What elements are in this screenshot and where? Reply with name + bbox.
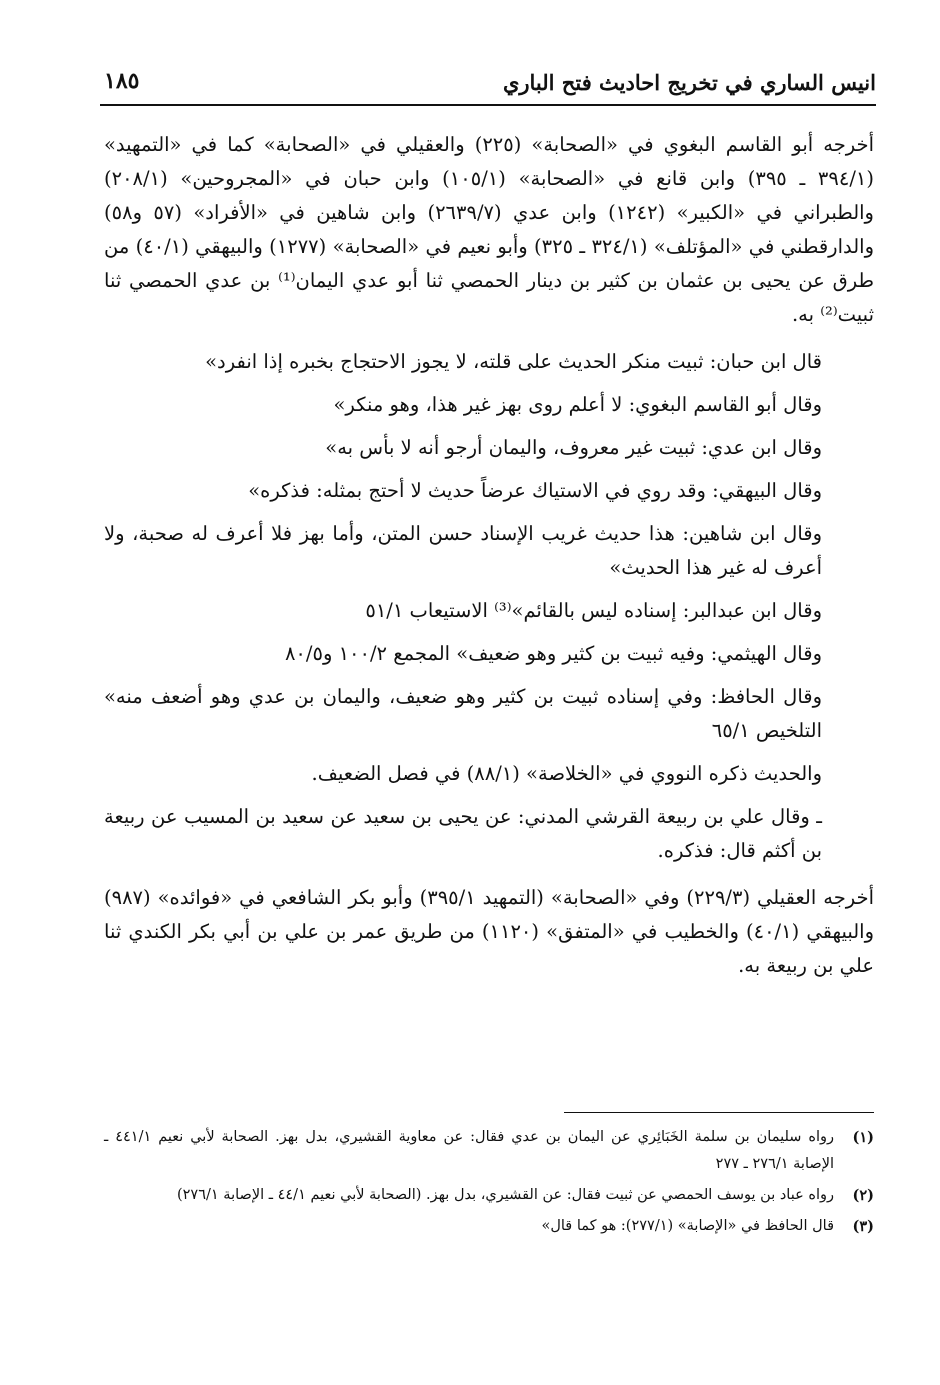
footnote: [104, 1182, 874, 1209]
page-number: ١٨٥: [104, 68, 140, 94]
footnote-text: رواه سليمان بن سلمة الخَبَائِري عن اليمان بن عدي فقال: عن معاوية القشيري، بدل بهز. الصحابة لأبي نعيم ٤٤١/١ ـ الإصابة ٢٧٦/١ ـ ٢٧٧: [104, 1129, 835, 1172]
footnote-text: قال الحافظ في «الإصابة» (٢٧٧/١): هو كما قال»: [541, 1218, 834, 1234]
footnotes: [104, 1124, 874, 1244]
paragraph-takhrij-2: أخرجه العقيلي (٢٢٩/٣) وفي «الصحابة» (التمهيد ٣٩٥/١) وأبو بكر الشافعي في «فوائده» (٩٨٧) والبيهقي (٤٠/١) والخطيب في «المتفق» (١١٢٠) من طريق عمر بن علي بن أبي بكر الكندي ثنا علي بن ربيعة به.: [104, 886, 874, 977]
footnote: [104, 1213, 874, 1240]
footnote-text: رواه عباد بن يوسف الحمصي عن ثبيت فقال: عن القشيري، بدل بهز. (الصحابة لأبي نعيم ٤٤/١ ـ الإصابة ٢٧٦/١): [176, 1187, 834, 1203]
paragraph-quote-baghawi: وقال أبو القاسم البغوي: لا أعلم روى بهز غير هذا، وهو منكر»: [333, 393, 822, 416]
main-text: [104, 128, 874, 996]
paragraph-nawawi: والحديث ذكره النووي في «الخلاصة» (٨٨/١) في فصل الضعيف.: [311, 762, 822, 785]
paragraph-quote-ibn-adi: وقال ابن عدي: ثبيت غير معروف، واليمان أرجو أنه لا بأس به»: [325, 436, 822, 459]
paragraph-ali-bin-rabia: ـ وقال علي بن ربيعة القرشي المدني: عن يحيى بن سعيد عن سعيد بن المسيب عن ربيعة بن أكثم قال: فذكره.: [104, 805, 822, 862]
footnote-separator: [564, 1112, 874, 1113]
paragraph-quote-haythami: وقال الهيثمي: وفيه ثبيت بن كثير وهو ضعيف» المجمع ١٠٠/٢ و٨٠/٥: [284, 642, 822, 665]
paragraph-takhrij-1: أخرجه أبو القاسم البغوي في «الصحابة» (٢٢٥) والعقيلي في «الصحابة» كما في «التمهيد» (٣٩٤/١ ـ ٣٩٥) وابن قانع في «الصحابة» (١٠٥/١) وابن حبان في «المجروحين» (٢٠٨/١) والطبراني في «الكبير» (١٢٤٢) وابن عدي (٢٦٣٩/٧) وابن شاهين في «الأفراد» (٥٧ و٥٨) والدارقطني في «المؤتلف» (٣٢٤/١ ـ ٣٢٥) وأبو نعيم في «الصحابة» (١٢٧٧) والبيهقي (٤٠/١) من طرق عن يحيى بن عثمان بن كثير بن دينار الحمصي ثنا أبو عدي اليمان⁽¹⁾ بن عدي الحمصي ثنا ثبيت⁽²⁾ به.: [104, 133, 874, 326]
page-header: [100, 64, 876, 106]
footnote: [104, 1124, 874, 1178]
paragraph-quote-ibn-hibban: قال ابن حبان: ثبيت منكر الحديث على قلته، لا يجوز الاحتجاج بخبره إذا انفرد»: [205, 350, 822, 373]
paragraph-quote-hafiz: وقال الحافظ: وفي إسناده ثبيت بن كثير وهو ضعيف، واليمان بن عدي وهو أضعف منه» التلخيص ٦٥/١: [104, 685, 822, 742]
running-title: انيس الساري في تخريج احاديث فتح الباري: [502, 70, 876, 95]
paragraph-quote-bayhaqi: وقال البيهقي: وقد روي في الاستياك عرضاً حديث لا أحتج بمثله: فذكره»: [248, 479, 822, 502]
paragraph-quote-ibn-abdilbarr: وقال ابن عبدالبر: إسناده ليس بالقائم»⁽³⁾ الاستيعاب ٥١/١: [365, 599, 822, 622]
paragraph-quote-ibn-shahin: وقال ابن شاهين: هذا حديث غريب الإسناد حسن المتن، وأما بهز فلا أعرف له صحبة، ولا أعرف له غير هذا الحديث»: [104, 522, 822, 579]
footnote-number: (١): [852, 1129, 874, 1146]
footnote-number: (٢): [852, 1187, 874, 1204]
footnote-number: (٣): [852, 1218, 874, 1235]
